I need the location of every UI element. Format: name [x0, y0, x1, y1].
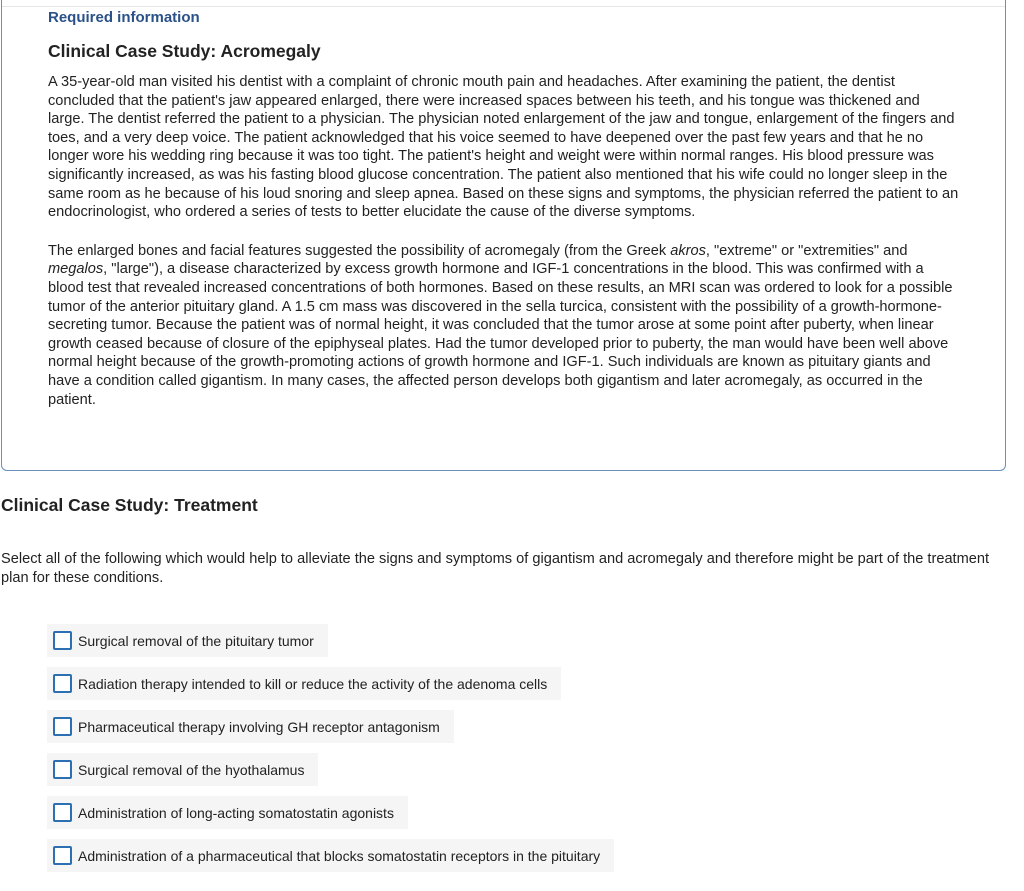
required-information-panel [1, 0, 1006, 471]
answer-option-label: Surgical removal of the hyothalamus [78, 761, 305, 778]
term-akros: akros [670, 242, 706, 259]
answer-option-label: Radiation therapy intended to kill or reduce the activity of the adenoma cells [78, 675, 548, 692]
checkbox-icon[interactable] [53, 846, 72, 865]
case-study-title: Clinical Case Study: Acromegaly [48, 41, 321, 61]
answer-option-label: Pharmaceutical therapy involving GH receptor antagonism [78, 718, 440, 735]
case-paragraph-2-part-1: The enlarged bones and facial features suggested the possibility of acromegaly (from the Greek [48, 242, 671, 259]
term-megalos: megalos [48, 261, 104, 278]
checkbox-icon[interactable] [53, 674, 72, 693]
case-paragraph-1: A 35-year-old man visited his dentist with a complaint of chronic mouth pain and headaches. After examining the patient, the dentist concluded that the patient's jaw appeared enlarged, there were increased spaces between his teeth, and his tongue was thickened and large. The dentist referred the patient to a physician. The physician noted enlargement of the jaw and tongue, enlargement of the fingers and toes, and a very deep voice. The patient acknowledged that his voice seemed to have deepened over the past few years and that he no longer wore his wedding ring because it was too tight. The patient's height and weight were within normal ranges. His blood pressure was significantly increased, as was his fasting blood glucose concentration. The patient also mentioned that his wife could no longer sleep in the same room as he because of his loud snoring and sleep apnea. Based on these signs and symptoms, the physician referred the patient to an endocrinologist, who ordered a series of tests to better elucidate the cause of the diverse symptoms. [48, 74, 959, 221]
answer-options-list [47, 624, 614, 882]
treatment-section-title: Clinical Case Study: Treatment [1, 495, 258, 515]
answer-option-label: Administration of long-acting somatostatin agonists [78, 804, 394, 821]
answer-option-2[interactable] [47, 667, 561, 700]
case-paragraph-2-part-2: , "extreme" or "extremities" and [705, 242, 908, 259]
answer-option-3[interactable] [47, 710, 454, 743]
answer-option-label: Administration of a pharmaceutical that blocks somatostatin receptors in the pituitary [78, 847, 601, 864]
answer-option-5[interactable] [47, 796, 408, 829]
required-information-label: Required information [48, 9, 200, 26]
answer-option-label: Surgical removal of the pituitary tumor [78, 632, 314, 649]
answer-option-6[interactable] [47, 839, 614, 872]
answer-option-1[interactable] [47, 624, 328, 657]
checkbox-icon[interactable] [53, 631, 72, 650]
checkbox-icon[interactable] [53, 717, 72, 736]
checkbox-icon[interactable] [53, 803, 72, 822]
case-paragraph-2-part-3: , "large"), a disease characterized by excess growth hormone and IGF-1 concentrations in the blood. This was confirmed with a blood test that revealed increased concentrations of both hormones. Based on these results, an MRI scan was ordered to look for a possible tumor of the anterior pituitary gland. A 1.5 cm mass was discovered in the sella turcica, consistent with the possibility of a growth-hormone-secreting tumor. Because the patient was of normal height, it was concluded that the tumor arose at some point after puberty, when linear growth ceased because of closure of the epiphyseal plates. Had the tumor developed prior to puberty, the man would have been well above normal height because of the growth-promoting actions of growth hormone and IGF-1. Such individuals are known as pituitary giants and have a condition called gigantism. In many cases, the affected person develops both gigantism and later acromegaly, as occurred in the patient. [48, 261, 953, 408]
question-prompt: Select all of the following which would help to alleviate the signs and symptoms of gigantism and acromegaly and therefore might be part of the treatment plan for these conditions. [1, 551, 990, 586]
answer-option-4[interactable] [47, 753, 318, 786]
checkbox-icon[interactable] [53, 760, 72, 779]
case-paragraph-2 [48, 242, 960, 409]
